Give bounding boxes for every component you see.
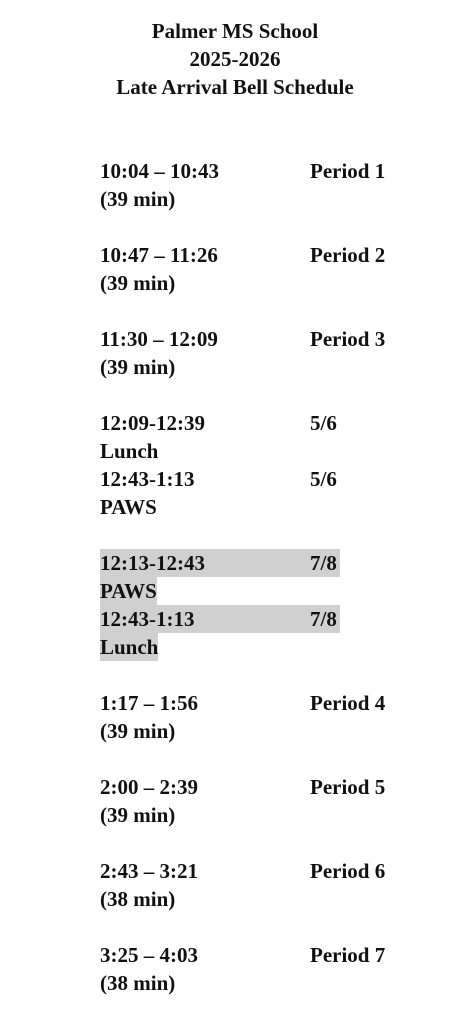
block-name: Lunch: [100, 439, 159, 463]
schedule-row-period-7: [100, 941, 430, 969]
period-label: Period 1: [310, 159, 386, 183]
schedule-row-7-8-paws: [100, 549, 340, 577]
block-time: 12:43-1:13: [100, 607, 195, 631]
grade-label: 7/8: [310, 551, 337, 575]
bell-schedule: [100, 157, 430, 997]
period-time: 1:17 – 1:56: [100, 691, 198, 715]
block-time: 12:13-12:43: [100, 551, 205, 575]
period-duration: (38 min): [100, 971, 176, 995]
block-name: PAWS: [100, 579, 157, 603]
block-time: 12:43-1:13: [100, 467, 195, 491]
period-time: 10:47 – 11:26: [100, 243, 218, 267]
period-time: 10:04 – 10:43: [100, 159, 219, 183]
period-duration: (39 min): [100, 719, 176, 743]
schedule-row-5-6-lunch: [100, 409, 430, 437]
block-name: Lunch: [100, 635, 159, 659]
block-time: 12:09-12:39: [100, 411, 205, 435]
period-duration: (39 min): [100, 187, 176, 211]
schedule-row-period-6: [100, 857, 430, 885]
schedule-row-7-8-lunch: [100, 605, 340, 633]
period-duration: (39 min): [100, 271, 176, 295]
grade-label: 5/6: [310, 467, 337, 491]
period-time: 11:30 – 12:09: [100, 327, 218, 351]
period-label: Period 5: [310, 775, 386, 799]
period-label: Period 6: [310, 859, 386, 883]
block-name: PAWS: [100, 495, 157, 519]
period-label: Period 4: [310, 691, 386, 715]
schedule-title: Late Arrival Bell Schedule: [116, 75, 354, 99]
grade-label: 7/8: [310, 607, 337, 631]
grade-label: 5/6: [310, 411, 337, 435]
period-duration: (39 min): [100, 355, 176, 379]
period-duration: (39 min): [100, 803, 176, 827]
schedule-header: [0, 17, 470, 101]
schedule-row-period-4: [100, 689, 430, 717]
schedule-row-period-2: [100, 241, 430, 269]
school-name: Palmer MS School: [151, 19, 319, 43]
block-name-wrapper: [100, 577, 430, 605]
period-time: 3:25 – 4:03: [100, 943, 198, 967]
block-name-wrapper: [100, 633, 430, 661]
period-label: Period 3: [310, 327, 386, 351]
period-label: Period 7: [310, 943, 386, 967]
period-time: 2:43 – 3:21: [100, 859, 198, 883]
school-year: 2025-2026: [189, 47, 281, 71]
period-label: Period 2: [310, 243, 386, 267]
schedule-row-period-3: [100, 325, 430, 353]
schedule-row-period-5: [100, 773, 430, 801]
period-time: 2:00 – 2:39: [100, 775, 198, 799]
schedule-row-period-1: [100, 157, 430, 185]
period-duration: (38 min): [100, 887, 176, 911]
schedule-row-5-6-paws: [100, 465, 430, 493]
